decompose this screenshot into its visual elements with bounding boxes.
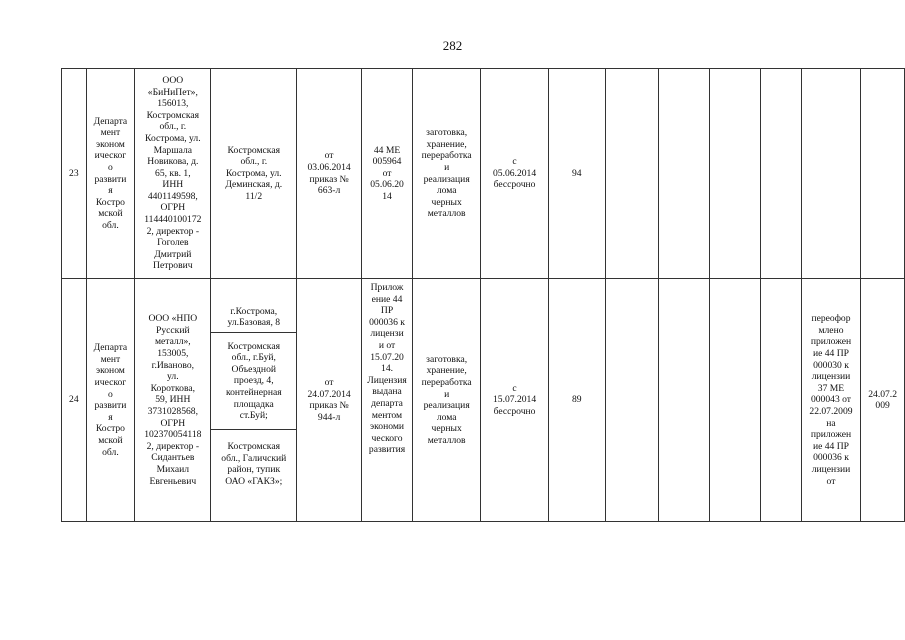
site-address: Костромская обл., Галичский район, тупик ОАО «ГАКЗ»; [221,441,287,487]
order-info: от 03.06.2014 приказ № 663-л [297,69,362,279]
empty-cell [709,279,760,522]
empty-cell [605,69,658,279]
empty-cell [659,69,710,279]
empty-cell [709,69,760,279]
page-number: 282 [442,38,463,53]
license-term: с 15.07.2014 бессрочно [481,279,549,522]
site-address: г.Кострома, ул.Базовая, 8 [211,302,296,333]
reissue-note [801,69,860,279]
reissue-date: 24.07.2 009 [861,279,905,522]
activity-type: заготовка, хранение, переработка и реализация лома черных металлов [413,69,481,279]
reissue-date [861,69,905,279]
licensee-details: ООО «БиНиПет», 156013, Костромская обл., г. Кострома, ул. Маршала Новикова, д. 65, кв. 1, ИНН 4401149598, ОГРН 114440100172 2, директор - Гоголев Дмитрий Петрович [135,69,211,279]
reissue-note: переофор млено приложен ие 44 ПР 000030 к лицензии 37 МЕ 000043 от 22.07.2009 на приложен ие 44 ПР 000036 к лицензии от [801,279,860,522]
volume-value: 94 [548,69,605,279]
license-number: Прилож ение 44 ПР 000036 к лицензи и от 15.07.20 14. Лицензия выдана департа ментом экономи ческого развития [362,279,413,522]
order-info: от 24.07.2014 приказ № 944-л [297,279,362,522]
table-row [62,279,905,522]
license-term: с 05.06.2014 бессрочно [481,69,549,279]
row-number: 24 [62,279,87,522]
activity-type: заготовка, хранение, переработка и реализация лома черных металлов [413,279,481,522]
licensing-authority: Департа мент эконом ическог о развити я Костро мской обл. [86,69,135,279]
site-address: Костромская обл., г. Кострома, ул. Деминская, д. 11/2 [211,69,297,279]
license-register-table [61,68,905,522]
site-address: Костромская обл., г.Буй, Объездной проезд, 4, контейнерная площадка ст.Буй; [211,333,296,430]
licensing-authority: Департа мент эконом ическог о развити я Костро мской обл. [86,279,135,522]
site-address-list [211,279,297,522]
license-number: 44 МЕ 005964 от 05.06.20 14 [362,69,413,279]
empty-cell [605,279,658,522]
empty-cell [761,279,802,522]
row-number: 23 [62,69,87,279]
licensee-details: ООО «НПО Русский металл», 153005, г.Иваново, ул. Короткова, 59, ИНН 3731028568, ОГРН 102370054118 2, директор - Сидантьев Михаил Евгеньевич [135,279,211,522]
table-row [62,69,905,279]
empty-cell [761,69,802,279]
empty-cell [659,279,710,522]
volume-value: 89 [548,279,605,522]
